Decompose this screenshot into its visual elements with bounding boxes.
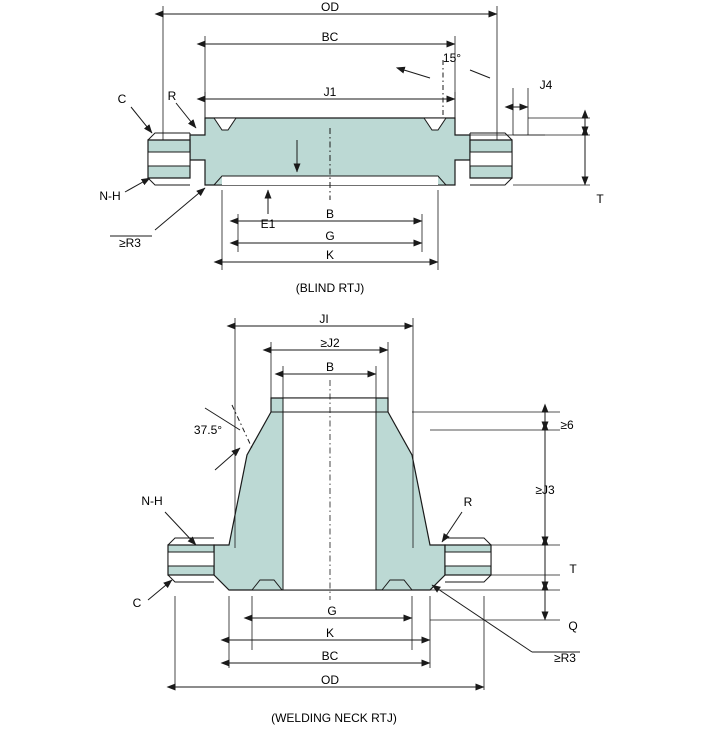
blind-label-bc: BC	[321, 30, 339, 44]
wn-label-g: G	[327, 604, 337, 618]
blind-label-r: R	[167, 89, 177, 103]
wn-label-nh: N-H	[141, 494, 163, 508]
wn-label-t: T	[569, 562, 577, 576]
blind-label-j1: J1	[323, 85, 337, 99]
wn-label-b: B	[325, 360, 335, 374]
wn-body-section	[168, 380, 491, 600]
blind-label-r3: ≥R3	[119, 236, 141, 250]
wn-label-k: K	[325, 626, 335, 640]
wn-label-q: Q	[568, 619, 578, 633]
blind-rtj-figure	[99, 0, 604, 295]
blind-label-nh: N-H	[99, 189, 121, 203]
wn-label-j3: ≥J3	[535, 483, 555, 497]
wn-label-ji: JI	[319, 312, 329, 326]
blind-label-t: T	[596, 192, 604, 206]
blind-label-k: K	[325, 248, 335, 262]
welding-neck-rtj-figure	[133, 312, 580, 725]
wn-label-bc: BC	[321, 649, 339, 663]
blind-label-angle15: 15°	[442, 51, 462, 65]
blind-label-j4: J4	[539, 78, 553, 92]
blind-label-od: OD	[321, 0, 339, 14]
wn-label-c: C	[132, 596, 142, 610]
wn-label-six: ≥6	[560, 418, 574, 432]
blind-label-b: B	[325, 207, 335, 221]
blind-label-g: G	[325, 229, 335, 243]
blind-label-e1: E1	[260, 217, 276, 231]
blind-label-c: C	[117, 92, 127, 106]
wn-label-j2: ≥J2	[320, 336, 340, 350]
wn-label-od: OD	[321, 673, 339, 687]
wn-caption: (WELDING NECK RTJ)	[271, 711, 397, 725]
blind-caption: (BLIND RTJ)	[295, 281, 365, 295]
wn-label-angle375: 37.5°	[193, 423, 223, 437]
wn-label-r3: ≥R3	[554, 651, 576, 665]
wn-label-r: R	[463, 495, 473, 509]
